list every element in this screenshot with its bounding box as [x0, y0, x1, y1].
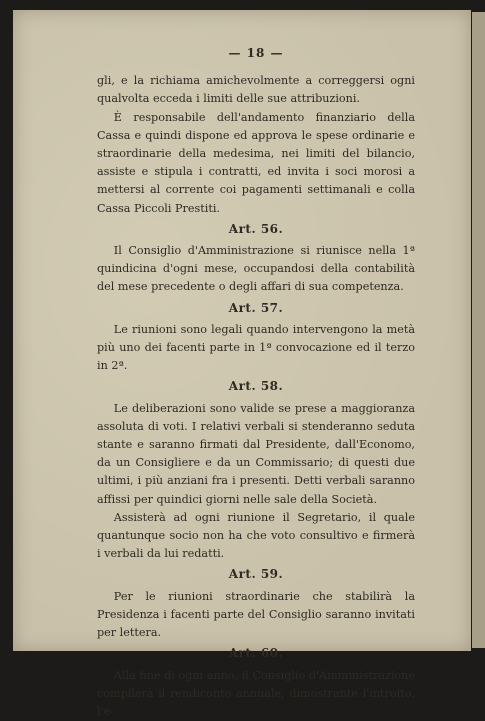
page-content — [97, 44, 415, 721]
page-number: — 18 — — [97, 44, 415, 62]
paragraph: Le deliberazioni sono valide se prese a maggioranza assoluta di voti. I relativi verbali si stenderanno seduta stante e saranno firmati dal Presidente, dall'Economo, da un Consigliere e da un Commissario; di questi due ultimi, i più anziani fra i presenti. Detti verbali saranno affissi per quindici giorni nelle sale della Società. — [97, 400, 415, 509]
paragraph: Le riunioni sono legali quando intervengono la metà più uno dei facenti parte in 1ª convocazione ed il terzo in 2ª. — [97, 321, 415, 376]
article-heading: Art. 59. — [97, 565, 415, 583]
paragraph: Il Consiglio d'Amministrazione si riunisce nella 1ª quindicina d'ogni mese, occupandosi della contabilità del mese precedente o degli affari di sua competenza. — [97, 242, 415, 297]
paragraph: Assisterà ad ogni riunione il Segretario, il quale quantunque socio non ha che voto consultivo e firmerà i verbali da lui redatti. — [97, 509, 415, 564]
article-heading: Art. 57. — [97, 299, 415, 317]
article-heading: Art. 58. — [97, 377, 415, 395]
paragraph: È responsabile dell'andamento finanziario della Cassa e quindi dispone ed approva le spese ordinarie e straordinarie della medesima, nei limiti del bilancio, assiste e stipula i contratti, ed invita i soci morosi a mettersi al corrente coi pagamenti settimanali e colla Cassa Piccoli Prestiti. — [97, 109, 415, 218]
paragraph: Alla fine di ogni anno, il Consiglio d'Amministrazione compilerà il rendiconto annuale, dimostrante l'introito, l'e- — [97, 667, 415, 721]
article-heading: Art. 60. — [97, 644, 415, 662]
adjacent-page-edge — [472, 12, 485, 648]
paragraph: Per le riunioni straordinarie che stabilirà la Presidenza i facenti parte del Consiglio saranno invitati per lettera. — [97, 588, 415, 643]
paragraph: gli, e la richiama amichevolmente a correggersi ogni qualvolta ecceda i limiti delle sue attribuzioni. — [97, 72, 415, 108]
article-heading: Art. 56. — [97, 220, 415, 238]
